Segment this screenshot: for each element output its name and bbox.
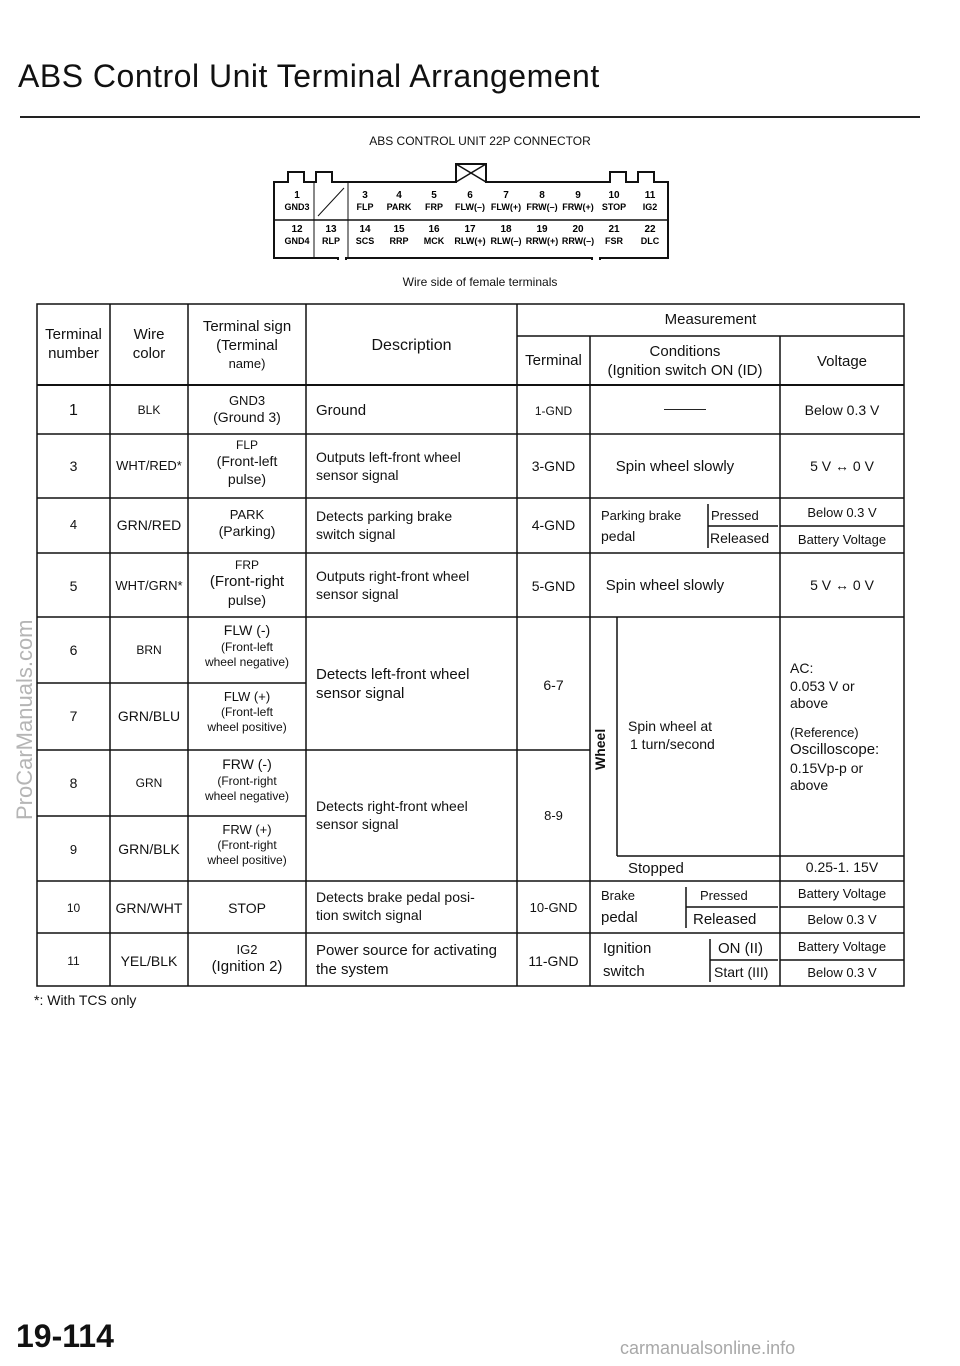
volt-text (790, 713, 902, 725)
sign-text: pulse) (227, 591, 267, 608)
row11-color: YEL/BLK (120, 953, 178, 969)
header-wire-color (110, 326, 188, 364)
header-voltage: Voltage (816, 353, 868, 370)
cond-text: pedal (601, 909, 638, 927)
desc-text: Outputs right-front wheel (316, 568, 470, 584)
sign-text: wheel positive) (207, 853, 287, 868)
wheel-spin-voltage (790, 660, 902, 795)
top-pin-number: 8 (539, 190, 545, 201)
row3-condition: Spin wheel slowly (615, 458, 735, 475)
desc-text: switch signal (316, 525, 396, 542)
sign-text: wheel negative) (204, 788, 290, 803)
bottom-pin-number: 14 (359, 224, 371, 235)
connector-title: ABS CONTROL UNIT 22P CONNECTOR (369, 134, 591, 148)
page-title: ABS Control Unit Terminal Arrangement (18, 58, 600, 94)
bottom-pin-number: 20 (572, 224, 584, 235)
header-text: (Terminal (216, 336, 278, 354)
row11-start: Start (III) (714, 964, 769, 980)
sign-text: (Front-left (220, 705, 273, 720)
cond-text: Brake (601, 888, 635, 903)
top-pin-name: FLP (356, 202, 374, 212)
header-text: name) (228, 355, 266, 371)
row9-color: GRN/BLK (118, 841, 180, 857)
row11-voltage-2: Below 0.3 V (807, 965, 877, 980)
volt-text: Oscilloscope: (790, 740, 880, 758)
row1-number: 1 (69, 402, 78, 419)
row6-color: BRN (136, 643, 162, 657)
cond-text: Parking brake (601, 508, 682, 523)
row10-released: Released (693, 911, 757, 928)
row5-terminal: 5-GND (531, 578, 576, 594)
bottom-pin-number: 21 (608, 224, 620, 235)
top-pin-number: 4 (396, 190, 402, 201)
top-pin-number: 11 (644, 190, 656, 201)
row1-voltage: Below 0.3 V (804, 402, 880, 418)
header-text: number (48, 344, 99, 362)
desc-text: Outputs left-front wheel (316, 449, 461, 465)
bottom-pin-number: 15 (393, 224, 405, 235)
header-text: Terminal sign (202, 318, 292, 335)
top-pin-name: FLW(+) (490, 202, 522, 212)
top-pin-number: 10 (608, 190, 620, 201)
row7-sign (188, 689, 306, 735)
desc-text: Detects parking brake (316, 508, 453, 524)
header-terminal: Terminal (525, 352, 582, 369)
volt-text: above (790, 777, 829, 793)
top-pin-name: FRW(+) (562, 202, 594, 212)
watermark: ProCarManuals.com (12, 619, 37, 820)
desc-text: Detects left-front wheel (316, 666, 470, 683)
row11-description (316, 942, 516, 980)
bottom-pin-number: 13 (325, 224, 337, 235)
row11-sign (188, 942, 306, 977)
page-number: 19-114 (16, 1318, 114, 1354)
empty-pin-slash (318, 188, 344, 216)
bottom-pin-number: 22 (644, 224, 656, 235)
sign-text: (Front-left (216, 453, 278, 469)
row11-on: ON (II) (718, 940, 763, 957)
row4-color: GRN/RED (116, 517, 182, 533)
bottom-pin-name: SCS (355, 236, 375, 246)
row5-voltage: 5 V ↔ 0 V (810, 577, 874, 593)
top-pin-name: IG2 (642, 202, 658, 212)
sign-text: (Front-right (217, 838, 277, 853)
footnote: *: With TCS only (34, 992, 137, 1008)
row11-terminal: 11-GND (528, 953, 579, 969)
sign-text: (Front-left (220, 639, 273, 654)
top-pin-number: 7 (503, 190, 509, 201)
sign-text: FLP (235, 438, 258, 452)
row3-description (316, 449, 516, 484)
row9-sign (188, 822, 306, 868)
top-pin-number: 3 (362, 190, 368, 201)
bottom-pin-number: 17 (464, 224, 476, 235)
top-pin-number: 6 (467, 190, 473, 201)
bottom-pin-name: RRP (389, 236, 409, 246)
row4-condition (601, 508, 705, 546)
row89-description (316, 798, 516, 833)
row10-condition (601, 888, 685, 928)
sign-text: FLW (-) (223, 622, 271, 638)
bottom-pin-number: 19 (536, 224, 548, 235)
cond-text: switch (603, 962, 645, 980)
bottom-pin-name: GND4 (284, 236, 310, 246)
desc-text: tion switch signal (316, 906, 422, 923)
row5-sign (188, 558, 306, 609)
top-pin-name: STOP (601, 202, 627, 212)
header-text: (Ignition switch ON (ID) (607, 361, 763, 379)
row10-sign: STOP (228, 900, 266, 916)
row10-voltage-1: Battery Voltage (797, 886, 887, 901)
row3-sign (188, 438, 306, 488)
connector-caption: Wire side of female terminals (402, 275, 558, 289)
bottom-pin-name: RRW(–) (561, 236, 595, 246)
cond-text: pedal (601, 528, 636, 545)
row4-number: 4 (69, 517, 78, 532)
desc-text: the system (316, 960, 389, 978)
row67-description (316, 666, 516, 704)
desc-text: Detects brake pedal posi- (316, 889, 475, 905)
row5-description (316, 568, 516, 603)
bottom-pin-name: FSR (605, 236, 623, 246)
site-watermark: carmanualsonline.info (620, 1338, 796, 1358)
row3-terminal: 3-GND (531, 458, 576, 474)
cond-text: 1 turn/second (630, 735, 715, 752)
sign-text: FRP (235, 558, 259, 572)
sign-text: wheel positive) (207, 720, 287, 735)
sign-text: pulse) (227, 470, 267, 487)
sign-text: wheel negative) (204, 654, 290, 669)
bottom-pin-number: 12 (291, 224, 303, 235)
row1-color: BLK (137, 403, 161, 417)
row6-sign (188, 622, 306, 670)
row4-terminal: 4-GND (531, 517, 576, 533)
row4-sign (188, 507, 306, 541)
header-measurement: Measurement (664, 311, 757, 328)
wheel-label: Wheel (592, 728, 608, 770)
desc-text: Detects right-front wheel (316, 798, 468, 814)
row3-color: WHT/RED* (116, 458, 182, 473)
sign-text: (Parking) (218, 523, 276, 540)
row8-number: 8 (69, 775, 78, 791)
row11-voltage-1: Battery Voltage (797, 939, 887, 954)
row11-number: 11 (67, 954, 80, 968)
row1-terminal: 1-GND (534, 404, 573, 418)
row6-number: 6 (69, 642, 78, 658)
row4-voltage-2: Battery Voltage (797, 532, 887, 547)
desc-text: sensor signal (316, 466, 399, 483)
connector-diagram (270, 160, 670, 260)
sign-text: GND3 (228, 393, 266, 408)
desc-text: Power source for activating (316, 942, 497, 959)
row1-sign (188, 393, 306, 427)
header-terminal-sign (188, 318, 306, 372)
row7-number: 7 (69, 708, 78, 724)
volt-text: above (790, 695, 829, 711)
row1-description: Ground (316, 402, 367, 419)
wheel-stopped-voltage: 0.25-1. 15V (805, 859, 879, 875)
sign-text: (Front-right (217, 773, 277, 788)
bottom-pin-name: MCK (423, 236, 445, 246)
header-text: Conditions (649, 343, 721, 360)
top-pin-name: FLW(–) (455, 202, 485, 212)
desc-text: sensor signal (316, 684, 405, 702)
bottom-pin-name: RRW(+) (525, 236, 559, 246)
header-conditions (590, 343, 780, 381)
top-pin-number: 1 (294, 190, 300, 201)
top-pin-name: GND3 (284, 202, 310, 212)
volt-text: 0.15Vp-p or (790, 759, 864, 776)
sign-text: IG2 (236, 942, 258, 957)
bottom-pin-name: RLW(–) (490, 236, 522, 246)
row10-terminal: 10-GND (529, 900, 578, 915)
header-text: color (132, 344, 166, 362)
top-pin-number: 9 (575, 190, 581, 201)
bottom-pin-number: 16 (428, 224, 440, 235)
row8-sign (188, 756, 306, 804)
sign-text: (Ignition 2) (211, 958, 283, 976)
bottom-pin-name: RLW(+) (454, 236, 486, 246)
row5-number: 5 (69, 578, 78, 594)
row5-color: WHT/GRN* (115, 578, 183, 593)
row67-terminal: 6-7 (543, 677, 564, 693)
header-text: Terminal (45, 326, 102, 343)
row11-condition (603, 940, 703, 982)
row3-number: 3 (69, 458, 78, 474)
row10-voltage-2: Below 0.3 V (807, 912, 877, 927)
row4-released: Released (710, 530, 770, 546)
header-description: Description (371, 337, 452, 354)
desc-text: sensor signal (316, 815, 399, 832)
row9-number: 9 (69, 842, 78, 857)
row10-description (316, 889, 516, 924)
row7-color: GRN/BLU (117, 708, 181, 724)
sign-text: PARK (229, 507, 265, 522)
sign-text: FLW (+) (223, 689, 271, 704)
row10-number: 10 (66, 901, 81, 915)
cond-text: Ignition (603, 940, 652, 957)
wheel-stopped-condition: Stopped (628, 860, 684, 877)
bottom-pin-name: RLP (322, 236, 340, 246)
cond-text: Spin wheel at (628, 718, 713, 734)
wheel-spin-condition (628, 718, 778, 753)
row4-description (316, 508, 516, 543)
sign-text: (Front-right (209, 573, 285, 590)
row3-voltage: 5 V ↔ 0 V (810, 458, 874, 474)
sign-text: (Ground 3) (213, 409, 281, 426)
row1-condition: ——— (664, 400, 706, 416)
desc-text: sensor signal (316, 585, 399, 602)
volt-text: (Reference) (790, 724, 859, 740)
header-terminal-number (37, 326, 110, 364)
row4-pressed: Pressed (711, 508, 759, 523)
top-pin-number: 5 (431, 190, 437, 201)
top-pin-name: FRW(–) (526, 202, 558, 212)
row10-pressed: Pressed (700, 888, 748, 903)
top-pin-name: PARK (386, 202, 412, 212)
row4-voltage-1: Below 0.3 V (807, 505, 877, 520)
row8-color: GRN (135, 776, 163, 790)
row10-color: GRN/WHT (115, 900, 183, 916)
sign-text: FRW (-) (222, 756, 272, 772)
bottom-pin-name: DLC (640, 236, 660, 246)
volt-text: AC: (790, 660, 814, 676)
title-divider (20, 116, 920, 118)
header-text: Wire (133, 326, 165, 343)
row89-terminal: 8-9 (544, 808, 563, 823)
top-pin-name: FRP (425, 202, 443, 212)
volt-text: 0.053 V or (790, 677, 855, 694)
bottom-pin-number: 18 (500, 224, 512, 235)
row5-condition: Spin wheel slowly (605, 577, 725, 594)
sign-text: FRW (+) (222, 822, 272, 837)
